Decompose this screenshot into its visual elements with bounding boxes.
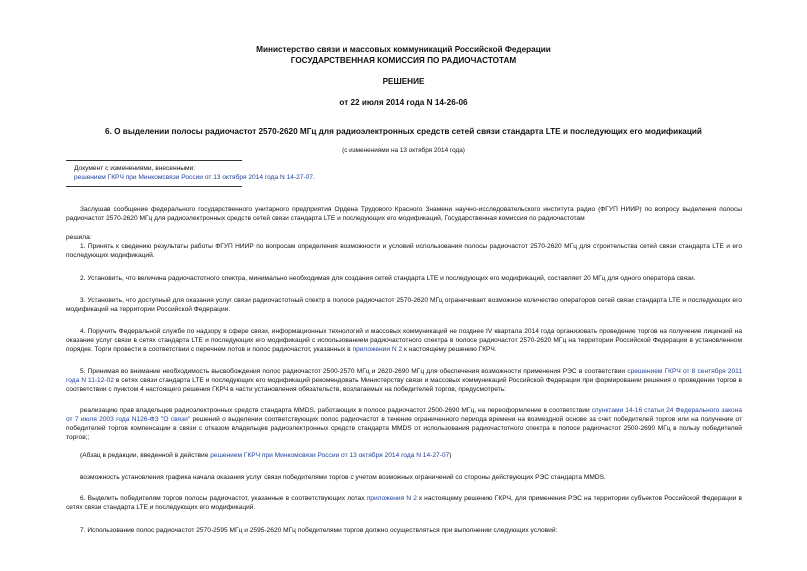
document-title: 6. О выделении полосы радиочастот 2570-2620 МГц для радиоэлектронных средств сетей связи стандарта LTE и последующих его модификаций: [105, 127, 702, 136]
paragraph-5-subpoint-1: реализацию прав владельцев радиоэлектронных средств стандарта MMDS, работающих в полосе радиочастот 2500-2690 МГц, на переоформление в соответствии спунктами 14-16 статьи 24 Федерального закона от 7 июля 2003 года N126-ФЗ "О связи" решений о выделении соответствующих полос радиочастот в течение ограниченного периода времени на возмездной основе за счет победителей торгов или на получение от победителей торгов компенсации в связи с отказом владельцев радиоэлектронных средств стандарта MMDS от использования радиочастотного спектра в полосе радиочастот 2500-2690 МГц в пользу победителей торгов;;: [66, 407, 743, 442]
paragraph-5-edit-note: (Абзац в редакции, введенной в действие решением ГКРЧ при Минкомсвязи России от 13 октября 2014 года N 14-27-07): [80, 452, 452, 459]
decision-date-number: от 22 июля 2014 года N 14-26-06: [339, 98, 468, 107]
amendment-note: (с изменениями на 13 октября 2014 года): [342, 147, 465, 154]
changes-box-line1: Документ с изменениями, внесенными:: [74, 165, 196, 172]
changes-box-top-rule: [66, 160, 242, 161]
paragraph-2: 2. Установить, что величина радиочастотного спектра, минимально необходимая для создания сетей стандарта LTE и последующих его модификаций, составляет 20 МГц для одного оператора связи.: [80, 275, 696, 282]
resolved-label: решила:: [66, 234, 92, 241]
p6-appendix-link[interactable]: приложения N 2: [366, 495, 417, 502]
p5-note-link[interactable]: решением ГКРЧ при Минкомсвязи России от 13 октября 2014 года N 14-27-07: [210, 452, 450, 459]
paragraph-4: 4. Поручить Федеральной службе по надзору в сфере связи, информационных технологий и массовых коммуникаций не позднее IV квартала 2014 года организовать проведение торгов на получение лицензий на оказание услуг связи в сетях стандарта LTE и последующих его модификаций с использованием радиочастотного спектра в полосе радиочастот 2570-2620 МГц на территории Российской Федерации в установленном порядке. Торги провести в соответствии с перечнем лотов и полос радиочастот, указанных в приложении N 2 к настоящему решению ГКРЧ.: [66, 328, 742, 354]
changes-box-line2: [74, 173, 315, 182]
paragraph-1: 1. Принять к сведению результаты работы ФГУП НИИР по вопросам определения возможности и условий использования полосы радиочастот 2570-2620 МГц для строительства сетей связи стандарта LTE и его последующих модификаций.: [66, 243, 742, 260]
intro-paragraph: Заслушав сообщение федерального государственного унитарного предприятия Ордена Трудового Красного Знамени научно-исследовательского института радио (ФГУП НИИР) по вопросу выделения полосы радиочастот 2570-2620 МГц для радиоэлектронных средств сетей связи стандарта LTE и последующих его модификаций, Государственная комиссия по радиочастотам: [66, 206, 742, 223]
p5-law-link[interactable]: спунктами 14-16 статьи 24 Федерального закона от 7 июля 2003 года N126-ФЗ "О связи": [66, 407, 742, 424]
changes-box-tail: .: [312, 174, 315, 181]
decision-heading: РЕШЕНИЕ: [382, 77, 425, 86]
changes-box-link[interactable]: решением ГКРЧ при Минкомсвязи России от 13 октября 2014 года N 14-27-07: [74, 174, 313, 181]
paragraph-5: 5. Принимая во внимание необходимость высвобождения полос радиочастот 2500-2570 МГц и 2620-2690 МГц для обеспечения возможности применения РЭС в соответствии срешением ГКРЧ от 8 сентября 2011 года N 11-12-02 в сетях связи стандарта LTE и последующих его модификаций рекомендовать Министерству связи и массовых коммуникаций Российской Федерации при формировании решения о проведении торгов в соответствии с пунктом 4 настоящего решения ГКРЧ в части установления обязательств, возлагаемых на победителей торгов, предусмотреть:: [66, 368, 742, 394]
header-commission: ГОСУДАРСТВЕННАЯ КОМИССИЯ ПО РАДИОЧАСТОТАМ: [290, 56, 517, 65]
paragraph-3: 3. Установить, что доступный для оказания услуг связи радиочастотный спектр в полосе радиочастот 2570-2620 МГц ограничивает возможное количество операторов сетей связи стандарта LTE и последующих его модификаций на территории Российской Федерации.: [66, 297, 742, 314]
p4-appendix-link[interactable]: приложении N 2: [352, 346, 403, 354]
header-ministry: Министерство связи и массовых коммуникаций Российской Федерации: [256, 45, 551, 54]
changes-box-bottom-rule: [66, 186, 242, 187]
paragraph-7: 7. Использование полос радиочастот 2570-2595 МГц и 2595-2620 МГц победителями торгов должно осуществляться при выполнении следующих условий:: [80, 527, 558, 534]
p5-decision-link[interactable]: срешением ГКРЧ от 8 сентября 2011 года N 11-12-02: [66, 368, 742, 385]
paragraph-6: 6. Выделить победителям торгов полосы радиочастот, указанные в соответствующих лотах приложения N 2 к настоящему решению ГКРЧ, для применения РЭС на территории субъектов Российской Федерации в сетях связи стандарта LTE и последующих его модификаций.: [66, 495, 742, 512]
paragraph-5-subpoint-2: возможность установления графика начала оказания услуг связи победителями торгов с учетом возможных ограничений со стороны действующих РЭС стандарта MMDS.: [80, 474, 606, 481]
